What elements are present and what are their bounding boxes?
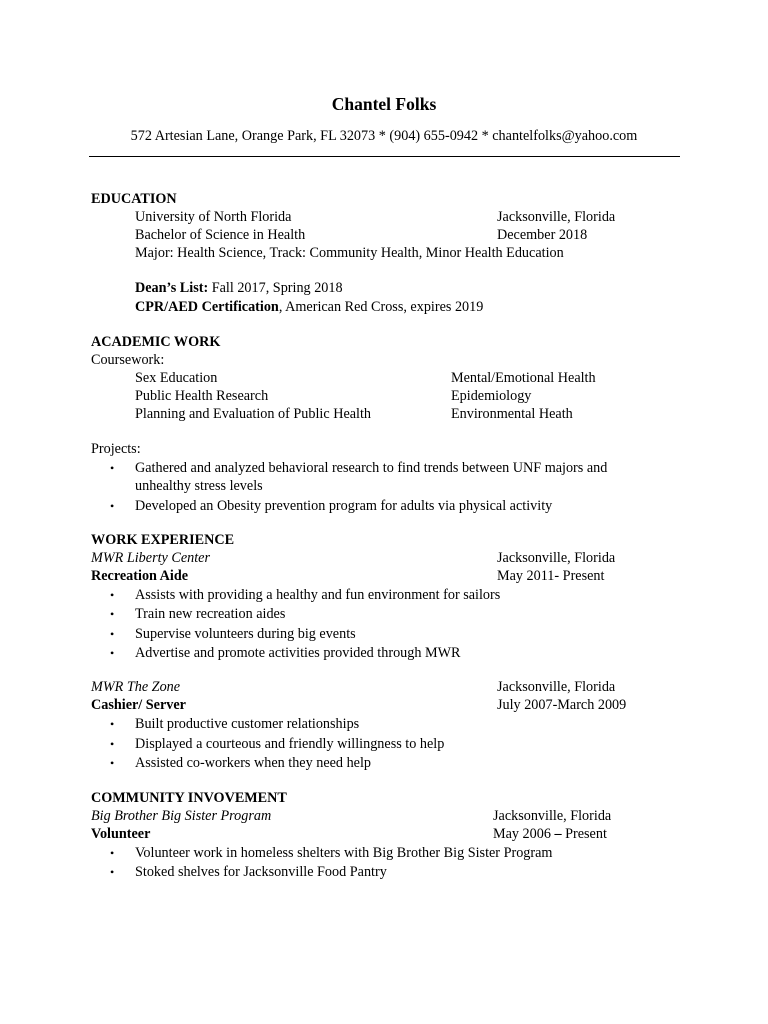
coursework-label: Coursework: xyxy=(91,352,165,368)
job-bullet: • Assisted co-workers when they need help xyxy=(135,754,371,772)
job-dates: July 2007-March 2009 xyxy=(497,697,627,713)
dates-start: May 2006 xyxy=(493,826,555,842)
course-item: Public Health Research xyxy=(135,388,269,404)
education-heading: EDUCATION xyxy=(91,191,177,207)
resume-name: Chantel Folks xyxy=(331,94,437,114)
organization: Big Brother Big Sister Program xyxy=(91,808,272,824)
job-dates: May 2011- Present xyxy=(497,568,605,584)
contact-line: 572 Artesian Lane, Orange Park, FL 32073 * (904) 655-0942 * chantelfolks@yahoo.com xyxy=(130,128,638,144)
academic-heading: ACADEMIC WORK xyxy=(91,334,221,350)
school-location: Jacksonville, Florida xyxy=(497,209,616,225)
job-bullet: • Advertise and promote activities provided through MWR xyxy=(135,644,460,662)
deans-list-label: Dean’s List: xyxy=(135,280,209,296)
project-bullet-continued: unhealthy stress levels xyxy=(135,478,263,494)
community-heading: COMMUNITY INVOVEMENT xyxy=(91,790,287,806)
course-item: Mental/Emotional Health xyxy=(451,370,596,386)
job-bullet: • Supervise volunteers during big events xyxy=(135,625,356,643)
cpr-certification xyxy=(135,298,483,316)
course-item: Environmental Heath xyxy=(451,406,573,422)
job-title: Recreation Aide xyxy=(91,568,189,584)
job-bullet: • Train new recreation aides xyxy=(135,605,285,623)
employer: MWR Liberty Center xyxy=(91,550,210,566)
cpr-value: , American Red Cross, expires 2019 xyxy=(278,299,484,315)
community-dates xyxy=(493,825,607,843)
employer: MWR The Zone xyxy=(91,679,181,695)
header-divider xyxy=(89,156,680,157)
degree: Bachelor of Science in Health xyxy=(135,227,306,243)
job-bullet: • Displayed a courteous and friendly willingness to help xyxy=(135,735,444,753)
community-bullet: • Stoked shelves for Jacksonville Food Pantry xyxy=(135,863,387,881)
course-item: Epidemiology xyxy=(451,388,532,404)
projects-label: Projects: xyxy=(91,441,141,457)
deans-list xyxy=(135,279,343,297)
community-location: Jacksonville, Florida xyxy=(493,808,612,824)
degree-date: December 2018 xyxy=(497,227,588,243)
course-item: Sex Education xyxy=(135,370,218,386)
course-item: Planning and Evaluation of Public Health xyxy=(135,406,372,422)
dates-end: Present xyxy=(561,826,607,842)
job-title: Cashier/ Server xyxy=(91,697,186,713)
dates-dash: – xyxy=(554,826,562,842)
cpr-label: CPR/AED Certification xyxy=(135,299,279,315)
community-bullet: • Volunteer work in homeless shelters with Big Brother Big Sister Program xyxy=(135,844,552,862)
project-bullet: • Developed an Obesity prevention program for adults via physical activity xyxy=(135,497,552,515)
work-heading: WORK EXPERIENCE xyxy=(91,532,235,548)
project-bullet: • Gathered and analyzed behavioral research to find trends between UNF majors and xyxy=(135,459,607,477)
deans-list-value: Fall 2017, Spring 2018 xyxy=(208,280,343,296)
job-bullet: • Built productive customer relationships xyxy=(135,715,359,733)
school-name: University of North Florida xyxy=(135,209,292,225)
job-location: Jacksonville, Florida xyxy=(497,679,616,695)
community-role: Volunteer xyxy=(91,826,151,842)
job-location: Jacksonville, Florida xyxy=(497,550,616,566)
job-bullet: • Assists with providing a healthy and fun environment for sailors xyxy=(135,586,500,604)
major-line: Major: Health Science, Track: Community Health, Minor Health Education xyxy=(135,245,564,261)
